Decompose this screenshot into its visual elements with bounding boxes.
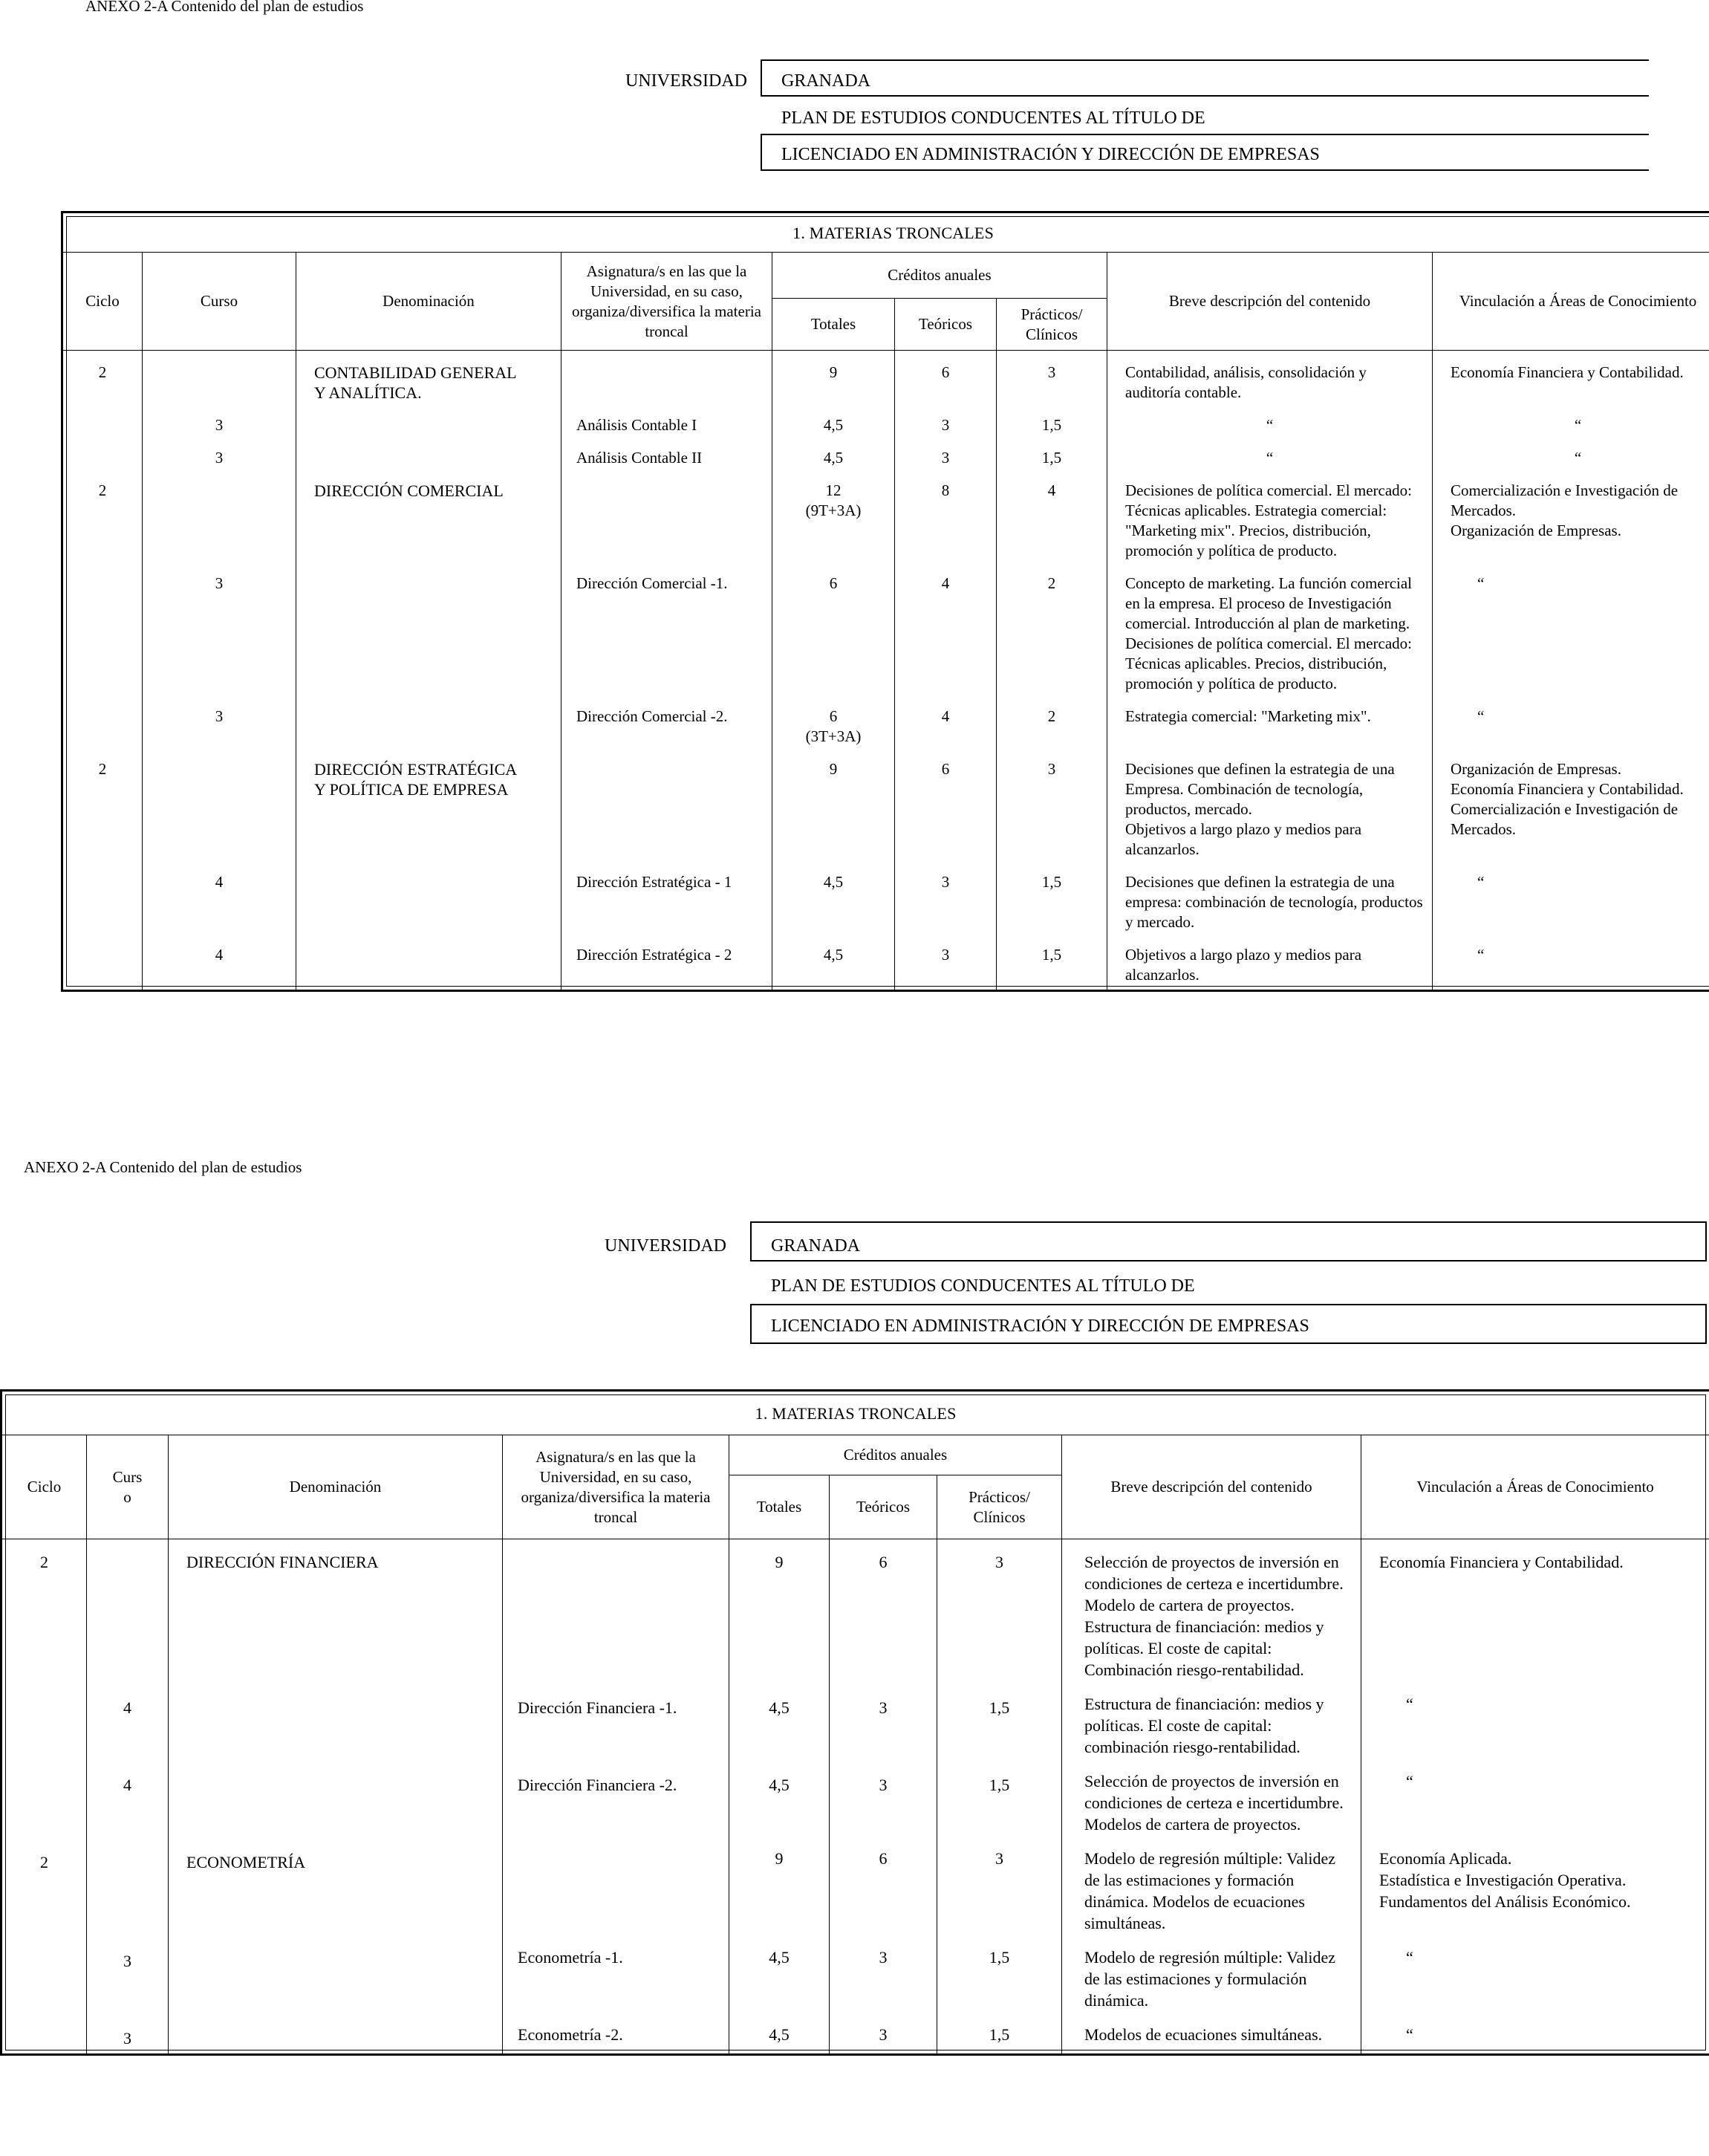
totales-cell: 9 xyxy=(729,1845,830,1944)
descripcion-cell: Estructura de financiación: medios y políticas. El coste de capital: combinación riesgo-rentabilidad. xyxy=(1062,1691,1361,1768)
descripcion-cell: Estrategia comercial: "Marketing mix". xyxy=(1107,704,1433,757)
practicos-cell: 1,5 xyxy=(937,1944,1062,2022)
vinculacion-cell: “ xyxy=(1433,413,1709,446)
table-row xyxy=(62,757,1709,870)
col-totales: Totales xyxy=(772,299,895,351)
asignatura-cell: Econometría -1. xyxy=(503,1944,729,2022)
asignatura-cell: Dirección Estratégica - 1 xyxy=(561,870,772,943)
curso-cell: 3 xyxy=(87,1944,169,2022)
curso-cell xyxy=(87,1845,169,1944)
totales-cell: 4,5 xyxy=(729,1691,830,1768)
table-row xyxy=(62,351,1709,414)
practicos-cell: 1,5 xyxy=(937,2022,1062,2055)
descripcion-cell: “ xyxy=(1107,446,1433,478)
col-practicos: Prácticos/ Clínicos xyxy=(937,1475,1062,1539)
ciclo-cell xyxy=(1,1691,87,1768)
asignatura-cell: Análisis Contable I xyxy=(561,413,772,446)
col-curso: Curs o xyxy=(87,1435,169,1539)
ciclo-cell: 2 xyxy=(62,478,143,571)
university-box xyxy=(761,59,1649,97)
teoricos-cell: 3 xyxy=(830,2022,937,2055)
descripcion-cell: Modelos de ecuaciones simultáneas. xyxy=(1062,2022,1361,2055)
teoricos-cell: 3 xyxy=(830,1944,937,2022)
col-vinculacion: Vinculación a Áreas de Conocimiento xyxy=(1433,253,1709,351)
teoricos-cell: 3 xyxy=(830,1768,937,1845)
totales-cell: 4,5 xyxy=(772,943,895,991)
ciclo-cell xyxy=(1,2022,87,2055)
col-asignaturas: Asignatura/s en las que la Universidad, en su caso, organiza/diversifica la materia troncal xyxy=(561,253,772,351)
degree-name: LICENCIADO EN ADMINISTRACIÓN Y DIRECCIÓN DE EMPRESAS xyxy=(781,145,1320,164)
teoricos-cell: 6 xyxy=(830,1845,937,1944)
totales-cell: 6 (3T+3A) xyxy=(772,704,895,757)
ciclo-cell xyxy=(62,704,143,757)
curso-cell xyxy=(143,757,296,870)
denominacion-cell xyxy=(296,870,561,943)
practicos-cell: 1,5 xyxy=(937,1768,1062,1845)
ciclo-cell xyxy=(62,446,143,478)
ciclo-cell xyxy=(62,870,143,943)
asignatura-cell xyxy=(561,351,772,414)
asignatura-cell: Dirección Financiera -1. xyxy=(503,1691,729,1768)
totales-cell: 4,5 xyxy=(772,446,895,478)
descripcion-cell: Selección de proyectos de inversión en condiciones de certeza e incertidumbre. Modelos de cartera de proyectos. xyxy=(1062,1768,1361,1845)
totales-cell: 4,5 xyxy=(772,870,895,943)
descripcion-cell: Objetivos a largo plazo y medios para alcanzarlos. xyxy=(1107,943,1433,991)
curso-cell: 3 xyxy=(143,413,296,446)
denominacion-cell: DIRECCIÓN FINANCIERA xyxy=(169,1539,503,1692)
curso-cell: 4 xyxy=(87,1768,169,1845)
practicos-cell: 3 xyxy=(937,1845,1062,1944)
plan-label: PLAN DE ESTUDIOS CONDUCENTES AL TÍTULO DE xyxy=(781,108,1205,128)
vinculacion-cell: “ xyxy=(1433,870,1709,943)
teoricos-cell: 6 xyxy=(895,757,997,870)
curso-cell xyxy=(87,1539,169,1692)
col-creditos: Créditos anuales xyxy=(772,253,1107,299)
practicos-cell: 3 xyxy=(997,757,1107,870)
descripcion-cell: Concepto de marketing. La función comercial en la empresa. El proceso de Investigación comercial. Introducción al plan de marketing. Decisiones de política comercial. El mercado: Técnicas aplicables. Precios, distribución, promoción y política de producto. xyxy=(1107,571,1433,704)
practicos-cell: 3 xyxy=(997,351,1107,414)
descripcion-cell: Contabilidad, análisis, consolidación y auditoría contable. xyxy=(1107,351,1433,414)
asignatura-cell: Dirección Financiera -2. xyxy=(503,1768,729,1845)
table-row xyxy=(62,413,1709,446)
totales-cell: 9 xyxy=(772,351,895,414)
vinculacion-cell: “ xyxy=(1361,2022,1709,2055)
asignatura-cell: Dirección Comercial -1. xyxy=(561,571,772,704)
descripcion-cell: Modelo de regresión múltiple: Validez de las estimaciones y formación dinámica. Modelos de ecuaciones simultáneas. xyxy=(1062,1845,1361,1944)
vinculacion-cell: “ xyxy=(1433,704,1709,757)
descripcion-cell: Decisiones que definen la estrategia de una empresa: combinación de tecnología, productos y mercado. xyxy=(1107,870,1433,943)
denominacion-cell xyxy=(296,571,561,704)
col-creditos: Créditos anuales xyxy=(729,1435,1062,1475)
curso-cell: 3 xyxy=(143,704,296,757)
ciclo-cell xyxy=(62,571,143,704)
practicos-cell: 2 xyxy=(997,571,1107,704)
teoricos-cell: 3 xyxy=(895,870,997,943)
table-row xyxy=(62,704,1709,757)
teoricos-cell: 3 xyxy=(830,1691,937,1768)
denominacion-cell xyxy=(169,1691,503,1768)
totales-cell: 9 xyxy=(729,1539,830,1692)
denominacion-cell xyxy=(296,446,561,478)
practicos-cell: 2 xyxy=(997,704,1107,757)
ciclo-cell: 2 xyxy=(62,757,143,870)
practicos-cell: 4 xyxy=(997,478,1107,571)
asignatura-cell xyxy=(503,1845,729,1944)
university-box xyxy=(750,1221,1707,1262)
col-teoricos: Teóricos xyxy=(830,1475,937,1539)
asignatura-cell: Dirección Comercial -2. xyxy=(561,704,772,757)
ciclo-cell xyxy=(62,943,143,991)
totales-cell: 4,5 xyxy=(729,1768,830,1845)
teoricos-cell: 3 xyxy=(895,943,997,991)
curso-cell: 3 xyxy=(143,446,296,478)
denominacion-cell xyxy=(296,943,561,991)
curso-cell: 4 xyxy=(143,870,296,943)
denominacion-cell: CONTABILIDAD GENERAL Y ANALÍTICA. xyxy=(296,351,561,414)
curso-cell xyxy=(143,351,296,414)
vinculacion-cell: Organización de Empresas. Economía Financiera y Contabilidad. Comercialización e Investigación de Mercados. xyxy=(1433,757,1709,870)
table-row xyxy=(1,1845,1709,1944)
table-row xyxy=(1,2022,1709,2055)
col-descripcion: Breve descripción del contenido xyxy=(1062,1435,1361,1539)
plan-label: PLAN DE ESTUDIOS CONDUCENTES AL TÍTULO DE xyxy=(771,1276,1195,1296)
practicos-cell: 3 xyxy=(937,1539,1062,1692)
table-title: 1. MATERIAS TRONCALES xyxy=(62,212,1709,253)
vinculacion-cell: “ xyxy=(1433,943,1709,991)
ciclo-cell xyxy=(1,1944,87,2022)
vinculacion-cell: Economía Aplicada. Estadística e Investigación Operativa. Fundamentos del Análisis Económico. xyxy=(1361,1845,1709,1944)
table-row xyxy=(62,870,1709,943)
vinculacion-cell: “ xyxy=(1361,1691,1709,1768)
vinculacion-cell: “ xyxy=(1433,571,1709,704)
university-name: GRANADA xyxy=(781,71,870,91)
table-row xyxy=(62,943,1709,991)
col-asignaturas: Asignatura/s en las que la Universidad, en su caso, organiza/diversifica la materia troncal xyxy=(503,1435,729,1539)
university-name: GRANADA xyxy=(771,1236,860,1256)
descripcion-cell: Decisiones que definen la estrategia de una Empresa. Combinación de tecnología, productos, mercado. Objetivos a largo plazo y medios para alcanzarlos. xyxy=(1107,757,1433,870)
teoricos-cell: 3 xyxy=(895,413,997,446)
table-row xyxy=(1,1539,1709,1692)
ciclo-cell: 2 xyxy=(1,1539,87,1692)
totales-cell: 12 (9T+3A) xyxy=(772,478,895,571)
totales-cell: 6 xyxy=(772,571,895,704)
table-row xyxy=(1,1944,1709,2022)
university-label: UNIVERSIDAD xyxy=(625,71,747,91)
descripcion-cell: “ xyxy=(1107,413,1433,446)
denominacion-cell xyxy=(169,1768,503,1845)
vinculacion-cell: “ xyxy=(1433,446,1709,478)
descripcion-cell: Modelo de regresión múltiple: Validez de las estimaciones y formulación dinámica. xyxy=(1062,1944,1361,2022)
materias-table-1 xyxy=(61,211,1709,992)
col-denominacion: Denominación xyxy=(169,1435,503,1539)
col-ciclo: Ciclo xyxy=(1,1435,87,1539)
practicos-cell: 1,5 xyxy=(997,413,1107,446)
denominacion-cell xyxy=(296,413,561,446)
asignatura-cell xyxy=(503,1539,729,1692)
asignatura-cell: Econometría -2. xyxy=(503,2022,729,2055)
descripcion-cell: Selección de proyectos de inversión en condiciones de certeza e incertidumbre. Modelo de cartera de proyectos. Estructura de financiación: medios y políticas. El coste de capital: Combinación riesgo-rentabilidad. xyxy=(1062,1539,1361,1692)
practicos-cell: 1,5 xyxy=(997,870,1107,943)
degree-name: LICENCIADO EN ADMINISTRACIÓN Y DIRECCIÓN DE EMPRESAS xyxy=(771,1316,1309,1336)
asignatura-cell: Dirección Estratégica - 2 xyxy=(561,943,772,991)
practicos-cell: 1,5 xyxy=(997,943,1107,991)
ciclo-cell: 2 xyxy=(62,351,143,414)
col-descripcion: Breve descripción del contenido xyxy=(1107,253,1433,351)
teoricos-cell: 6 xyxy=(895,351,997,414)
denominacion-cell: DIRECCIÓN COMERCIAL xyxy=(296,478,561,571)
col-practicos: Prácticos/ Clínicos xyxy=(997,299,1107,351)
col-totales: Totales xyxy=(729,1475,830,1539)
table-row xyxy=(1,1691,1709,1768)
col-denominacion: Denominación xyxy=(296,253,561,351)
col-teoricos: Teóricos xyxy=(895,299,997,351)
ciclo-cell xyxy=(62,413,143,446)
curso-cell: 4 xyxy=(143,943,296,991)
table-row xyxy=(62,478,1709,571)
totales-cell: 4,5 xyxy=(772,413,895,446)
denominacion-cell xyxy=(169,2022,503,2055)
vinculacion-cell: Economía Financiera y Contabilidad. xyxy=(1361,1539,1709,1692)
col-curso: Curso xyxy=(143,253,296,351)
vinculacion-cell: “ xyxy=(1361,1768,1709,1845)
descripcion-cell: Decisiones de política comercial. El mercado: Técnicas aplicables. Estrategia comercial: "Marketing mix". Precios, distribución, promoción y política de producto. xyxy=(1107,478,1433,571)
col-vinculacion: Vinculación a Áreas de Conocimiento xyxy=(1361,1435,1709,1539)
teoricos-cell: 3 xyxy=(895,446,997,478)
ciclo-cell: 2 xyxy=(1,1845,87,1944)
table-row xyxy=(62,446,1709,478)
teoricos-cell: 6 xyxy=(830,1539,937,1692)
vinculacion-cell: Economía Financiera y Contabilidad. xyxy=(1433,351,1709,414)
annex-title: ANEXO 2-A Contenido del plan de estudios xyxy=(85,0,364,15)
university-label: UNIVERSIDAD xyxy=(605,1236,726,1256)
asignatura-cell xyxy=(561,478,772,571)
teoricos-cell: 8 xyxy=(895,478,997,571)
asignatura-cell: Análisis Contable II xyxy=(561,446,772,478)
asignatura-cell xyxy=(561,757,772,870)
totales-cell: 4,5 xyxy=(729,2022,830,2055)
annex-title: ANEXO 2-A Contenido del plan de estudios xyxy=(24,1158,302,1176)
table-row xyxy=(62,571,1709,704)
practicos-cell: 1,5 xyxy=(937,1691,1062,1768)
table-row xyxy=(1,1768,1709,1845)
table-title: 1. MATERIAS TRONCALES xyxy=(1,1391,1709,1435)
denominacion-cell: DIRECCIÓN ESTRATÉGICA Y POLÍTICA DE EMPRESA xyxy=(296,757,561,870)
totales-cell: 4,5 xyxy=(729,1944,830,2022)
col-ciclo: Ciclo xyxy=(62,253,143,351)
materias-table-2 xyxy=(0,1389,1709,2056)
curso-cell: 3 xyxy=(143,571,296,704)
vinculacion-cell: “ xyxy=(1361,1944,1709,2022)
practicos-cell: 1,5 xyxy=(997,446,1107,478)
totales-cell: 9 xyxy=(772,757,895,870)
denominacion-cell: ECONOMETRÍA xyxy=(169,1845,503,1944)
denominacion-cell xyxy=(296,704,561,757)
teoricos-cell: 4 xyxy=(895,704,997,757)
vinculacion-cell: Comercialización e Investigación de Mercados. Organización de Empresas. xyxy=(1433,478,1709,571)
ciclo-cell xyxy=(1,1768,87,1845)
denominacion-cell xyxy=(169,1944,503,2022)
curso-cell: 3 xyxy=(87,2022,169,2055)
curso-cell xyxy=(143,478,296,571)
teoricos-cell: 4 xyxy=(895,571,997,704)
curso-cell: 4 xyxy=(87,1691,169,1768)
